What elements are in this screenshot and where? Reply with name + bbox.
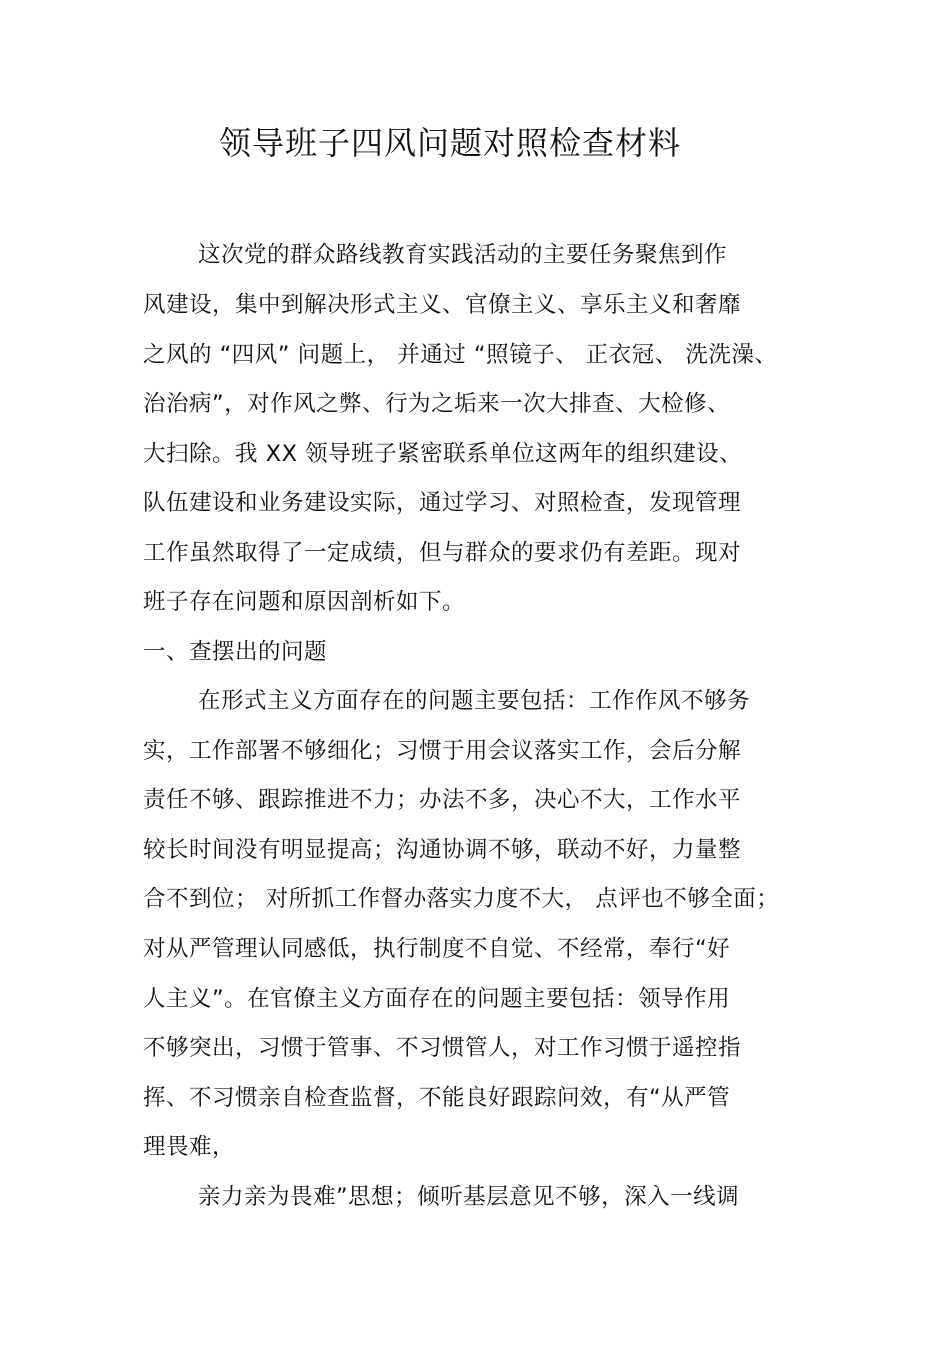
paragraph-line: 队伍建设和业务建设实际，通过学习、对照检查，发现管理 [143, 490, 742, 516]
paragraph-line: 实，工作部署不够细化；习惯于用会议落实工作，会后分解 [143, 738, 742, 764]
document-title-text: 领导班子四风问题对照检查材料 [218, 124, 681, 162]
paragraph-line: 合不到位； 对所抓工作督办落实力度不大， 点评也不够全面； [143, 886, 780, 912]
paragraph-line: 责任不够、跟踪推进不力；办法不多，决心不大，工作水平 [143, 787, 742, 813]
paragraph-line: 这次党的群众路线教育实践活动的主要任务聚焦到作 [198, 242, 728, 268]
paragraph-line: 风建设，集中到解决形式主义、官僚主义、享乐主义和奢靡 [143, 292, 742, 318]
paragraph-line: 挥、不习惯亲自检查监督，不能良好跟踪问效，有“从严管 [143, 1085, 731, 1111]
paragraph-line: 工作虽然取得了一定成绩，但与群众的要求仍有差距。现对 [143, 540, 742, 566]
paragraph-line: 在形式主义方面存在的问题主要包括：工作作风不够务 [198, 688, 751, 714]
paragraph-line: 治治病”，对作风之弊、行为之垢来一次大排查、大检修、 [143, 391, 731, 417]
paragraph-line: 理畏难， [143, 1134, 236, 1160]
document-title [0, 120, 950, 166]
paragraph-line: 班子存在问题和原因剖析如下。 [143, 589, 466, 615]
paragraph-line: 大扫除。我 XX 领导班子紧密联系单位这两年的组织建设、 [143, 441, 743, 467]
paragraph-line: 亲力亲为畏难”思想；倾听基层意见不够，深入一线调 [198, 1184, 740, 1210]
paragraph-line: 人主义”。在官僚主义方面存在的问题主要包括：领导作用 [143, 986, 731, 1012]
paragraph-line: 对从严管理认同感低，执行制度不自觉、不经常，奉行“好 [143, 936, 731, 962]
paragraph-line: 不够突出，习惯于管事、不习惯管人，对工作习惯于遥控指 [143, 1035, 742, 1061]
paragraph-line: 较长时间没有明显提高；沟通协调不够，联动不好，力量整 [143, 837, 742, 863]
paragraph-line: 之风的 “四风” 问题上， 并通过 “照镜子、 正衣冠、 洗洗澡、 [143, 342, 778, 368]
section-heading: 一、查摆出的问题 [143, 639, 328, 665]
